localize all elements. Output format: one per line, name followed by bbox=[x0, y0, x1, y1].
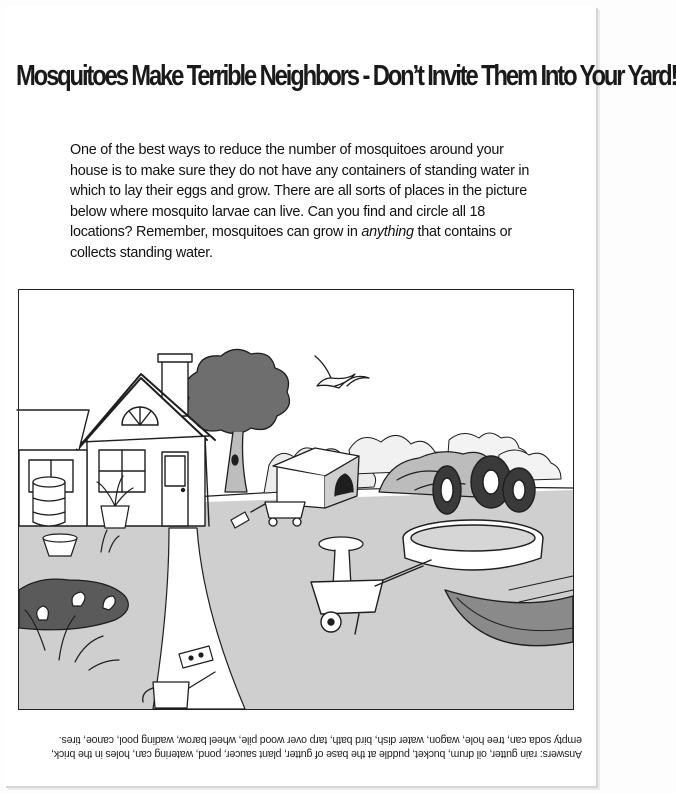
intro-text-2: that contains or collects standing water. bbox=[70, 224, 512, 261]
page-title: Mosquitoes Make Terrible Neighbors - Don’t Invite Them Into Your Yard! bbox=[16, 60, 676, 92]
yard-illustration bbox=[18, 289, 574, 710]
intro-text-1: One of the best ways to reduce the number of mosquitoes around your house is to make sure they do not have any containers of standing water in which to lay their eggs and grow. There are all sorts of places in the picture below where mosquito larvae can live. Can you find and circle all 18 locations? Remember, mosquitoes can grow in bbox=[70, 142, 530, 240]
worksheet-page bbox=[4, 6, 676, 786]
bucket bbox=[43, 534, 77, 556]
answers-key bbox=[34, 733, 582, 761]
answers-label: Answers: bbox=[540, 748, 582, 760]
answers-text: rain gutter, oil drum, bucket, puddle at the base of gutter, plant saucer, pond, watering can, holes in the brick, empty soda can, tree hole, wagon, water dish, bird bath, tarp over wood pile, wheel barow, wading pool, canoe, tires. bbox=[51, 734, 582, 760]
oil-drum bbox=[33, 477, 65, 526]
intro-emphasis: anything bbox=[361, 224, 414, 240]
intro-paragraph bbox=[70, 140, 540, 263]
